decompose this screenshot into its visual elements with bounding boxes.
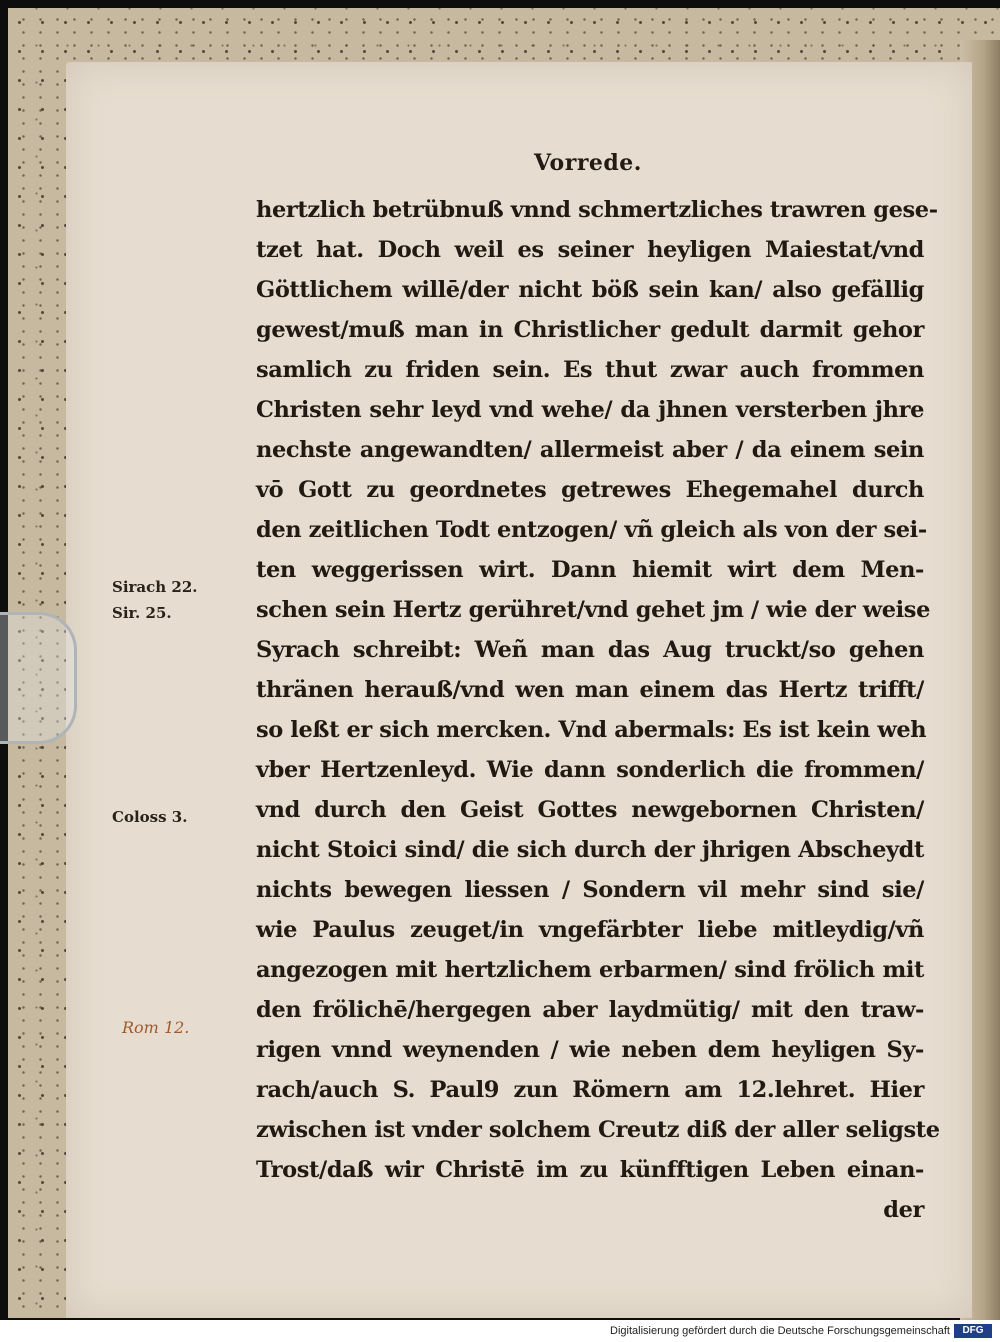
text-line: zwischen ist vnder solchem Creutz diß der aller seligste	[256, 1117, 940, 1143]
text-line: vber Hertzenleyd. Wie dann sonderlich die frommen/	[256, 757, 924, 783]
margin-note-coloss: Coloss 3.	[112, 808, 188, 826]
paper-clip	[0, 612, 77, 744]
text-line: tzet hat. Doch weil es seiner heyligen Maiestat/vnd	[256, 237, 924, 263]
text-line: wie Paulus zeuget/in vngefärbter liebe mitleydig/vñ	[256, 917, 924, 943]
text-line: vnd durch den Geist Gottes newgebornen Christen/	[256, 797, 924, 823]
margin-note-rom: Rom 12.	[122, 1018, 190, 1037]
text-line: schen sein Hertz gerühret/vnd gehet jm / wie der weise	[256, 597, 930, 623]
text-line: Syrach schreibt: Weñ man das Aug truckt/so gehen	[256, 637, 924, 663]
text-line: rigen vnnd weynenden / wie neben dem heyligen Sy-	[256, 1037, 924, 1063]
text-line: gewest/muß man in Christlicher gedult darmit gehor	[256, 317, 924, 343]
text-line: nicht Stoici sind/ die sich durch der jhrigen Abscheydt	[256, 837, 924, 863]
catchword: der	[883, 1197, 924, 1223]
body-text	[256, 190, 940, 1230]
text-line: Christen sehr leyd vnd wehe/ da jhnen versterben jhre	[256, 397, 924, 423]
text-line: so leßt er sich mercken. Vnd abermals: Es ist kein weh	[256, 717, 927, 743]
text-line: rach/auch S. Paul9 zun Römern am 12.lehret. Hier	[256, 1077, 924, 1103]
text-line: Trost/daß wir Christē im zu künfftigen Leben einan-	[256, 1157, 924, 1183]
text-line: hertzlich betrübnuß vnnd schmertzliches trawren gese-	[256, 197, 938, 223]
text-line: vō Gott zu geordnetes getrewes Ehegemahel durch	[256, 477, 924, 503]
text-line: nichts bewegen liessen / Sondern vil mehr sind sie/	[256, 877, 924, 903]
text-line: nechste angewandten/ allermeist aber / da einem sein	[256, 437, 924, 463]
margin-note-sirach: Sirach 22.	[112, 578, 198, 596]
dfg-logo: DFG	[954, 1324, 992, 1338]
text-line: angezogen mit hertzlichem erbarmen/ sind frölich mit	[256, 957, 924, 983]
text-line: den frölichē/hergegen aber laydmütig/ mit den traw-	[256, 997, 924, 1023]
text-line: thränen herauß/vnd wen man einem das Hertz trifft/	[256, 677, 924, 703]
text-line: samlich zu friden sein. Es thut zwar auch frommen	[256, 357, 924, 383]
text-line: Göttlichem willē/der nicht böß sein kan/ also gefällig	[256, 277, 924, 303]
page-heading: Vorrede.	[534, 150, 642, 176]
text-line: den zeitlichen Todt entzogen/ vñ gleich als von der sei-	[256, 517, 927, 543]
margin-note-sir: Sir. 25.	[112, 604, 172, 622]
footer-credit: Digitalisierung gefördert durch die Deutsche Forschungsgemeinschaft	[610, 1325, 950, 1337]
text-line: ten weggerissen wirt. Dann hiemit wirt dem Men-	[256, 557, 924, 583]
